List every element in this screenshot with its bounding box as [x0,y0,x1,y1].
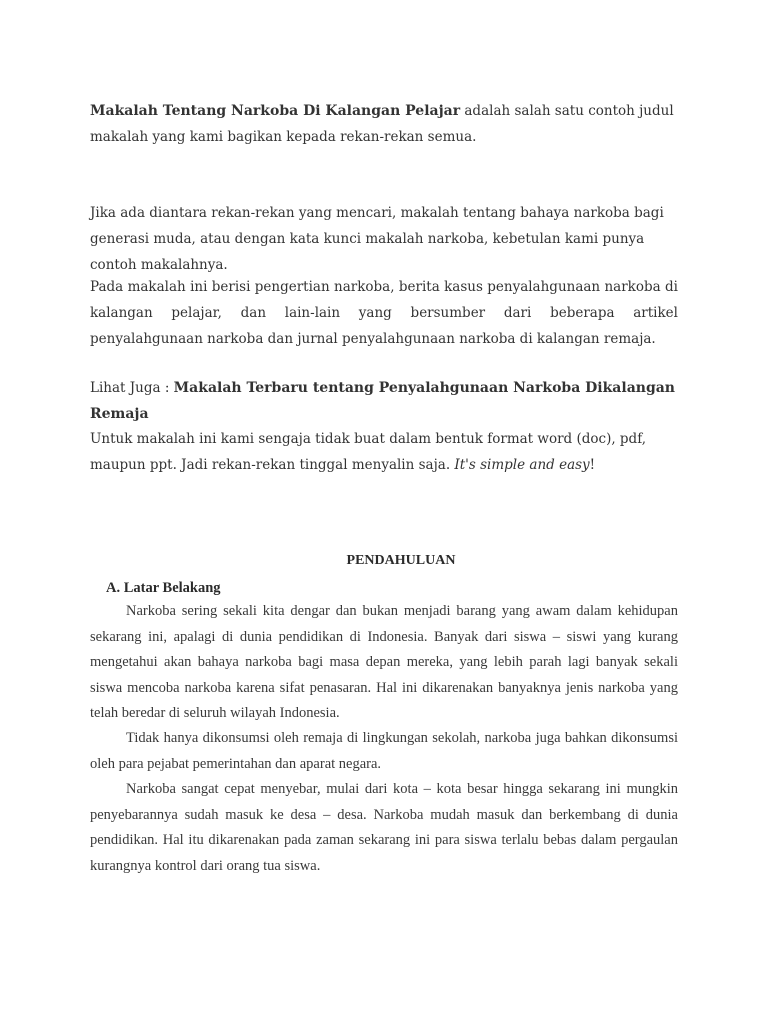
format-note-end: ! [589,457,596,473]
format-note-text: Untuk makalah ini kami sengaja tidak buat dalam bentuk format word (doc), pdf, maupun ppt. Jadi rekan-rekan tinggal menyalin saja. [90,431,647,473]
subsection-title: A. Latar Belakang [106,580,221,596]
format-note-italic: It's simple and easy [454,457,590,473]
see-also-line [90,375,678,427]
paragraph-contents: Pada makalah ini berisi pengertian narkoba, berita kasus penyalahgunaan narkoba di kalangan pelajar, dan lain-lain yang bersumber dari beberapa artikel penyalahgunaan narkoba dan jurnal penyalahgunaan narkoba di kalangan remaja. [90,279,678,347]
see-also-label: Lihat Juga : [90,380,174,396]
section-title: PENDAHULUAN [346,553,456,568]
body-paragraph-1-text: Narkoba sering sekali kita dengar dan bukan menjadi barang yang awam dalam kehidupan sekarang ini, apalagi di dunia pendidikan di Indonesia. Banyak dari siswa – siswi yang kurang mengetahui akan bahaya narkoba bagi masa depan mereka, yang lebih parah lagi banyak sekali siswa mencoba narkoba karena sifat penasaran. Hal ini dikarenakan banyaknya jenis narkoba yang telah beredar di seluruh wilayah Indonesia. [90,603,678,721]
body-paragraph-3 [90,777,678,879]
article-title: Makalah Tentang Narkoba Di Kalangan Pelajar [90,103,461,119]
paragraph-format-note [90,426,678,478]
intro-text: adalah salah satu contoh judul makalah yang kami bagikan kepada rekan-rekan semua. [90,103,674,145]
body-paragraph-2-text: Tidak hanya dikonsumsi oleh remaja di lingkungan sekolah, narkoba juga bahkan dikonsumsi oleh para pejabat pemerintahan dan aparat negara. [90,730,678,772]
see-also-link[interactable]: Makalah Terbaru tentang Penyalahgunaan Narkoba Dikalangan Remaja [90,380,675,422]
paragraph-search-info: Jika ada diantara rekan-rekan yang mencari, makalah tentang bahaya narkoba bagi generasi muda, atau dengan kata kunci makalah narkoba, kebetulan kami punya contoh makalahnya. [90,205,664,273]
body-paragraph-2 [90,726,678,777]
body-paragraph-1 [90,599,678,727]
body-paragraph-3-text: Narkoba sangat cepat menyebar, mulai dari kota – kota besar hingga sekarang ini mungkin penyebarannya sudah masuk ke desa – desa. Narkoba mudah masuk dan berkembang di dunia pendidikan. Hal itu dikarenakan pada zaman sekarang ini para siswa terlalu bebas dalam pergaulan kurangnya kontrol dari orang tua siswa. [90,781,678,874]
intro-paragraph [90,98,678,150]
